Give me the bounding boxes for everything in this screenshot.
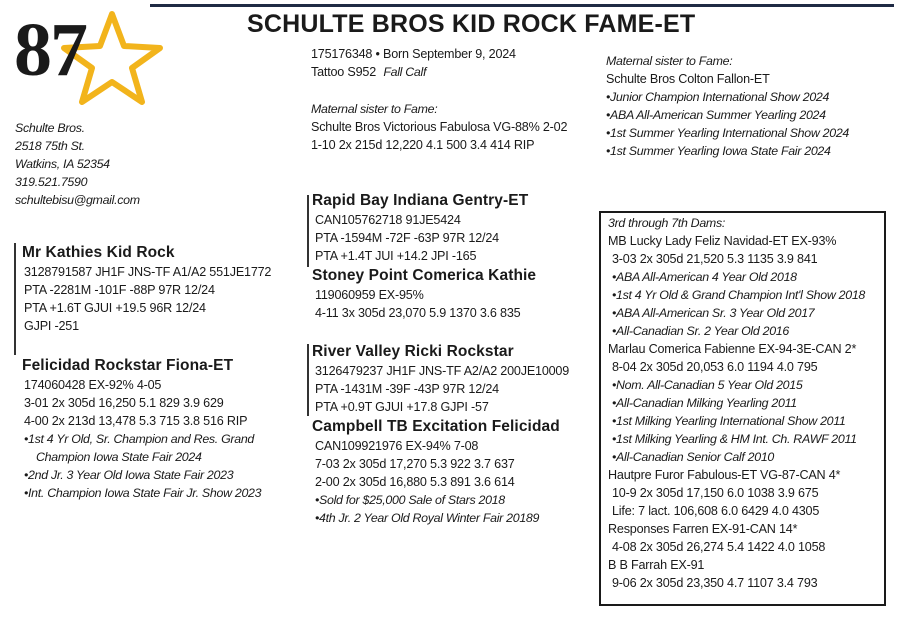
dam-sire-line: 3126479237 JH1F JNS-TF A2/A2 200JE10009 [315, 364, 570, 378]
consignor-block [15, 119, 140, 209]
dam-line: 3-01 2x 305d 16,250 5.1 829 3.9 629 [24, 396, 224, 410]
sire-sire-name: Rapid Bay Indiana Gentry-ET [312, 192, 529, 209]
dam4-achievement: •All-Canadian Milking Yearling 2011 [612, 396, 797, 410]
dam-dam-achievement: •Sold for $25,000 Sale of Stars 2018 [315, 493, 505, 507]
dam4-record: 8-04 2x 305d 20,053 6.0 1194 4.0 795 [612, 360, 818, 374]
dam3-achievement: •ABA All-American Sr. 3 Year Old 2017 [612, 306, 815, 320]
sire-line: 3128791587 JH1F JNS-TF A1/A2 551JE1772 [24, 265, 272, 279]
dam-line: 4-00 2x 213d 13,478 5.3 715 3.8 516 RIP [24, 414, 248, 428]
dam3-record: 3-03 2x 305d 21,520 5.3 1135 3.9 841 [612, 252, 818, 266]
dam-block [22, 356, 261, 502]
dam3-achievement: •All-Canadian Sr. 2 Year Old 2016 [612, 324, 789, 338]
maternal-sister-1 [311, 100, 567, 154]
dam5-name: Hautpre Furor Fabulous-ET VG-87-CAN 4* [608, 468, 841, 482]
dam-dam-line: 2-00 2x 305d 16,880 5.3 891 3.6 614 [315, 475, 515, 489]
dam-dam-line: 7-03 2x 305d 17,270 5.3 922 3.7 637 [315, 457, 515, 471]
sire-dam-line: 119060959 EX-95% [315, 288, 424, 302]
dams-box-header: 3rd through 7th Dams: [608, 216, 725, 230]
maternal-sister-2-achievement: •Junior Champion International Show 2024 [606, 90, 830, 104]
sire-sire-block [312, 191, 528, 265]
dam4-achievement: •Nom. All-Canadian 5 Year Old 2015 [612, 378, 803, 392]
subject-class: Fall Calf [383, 65, 427, 79]
consignor-city: Watkins, IA 52354 [15, 157, 110, 171]
sire-block [22, 243, 271, 335]
dam-sire-block [312, 342, 569, 416]
sire-line: PTA -2281M -101F -88P 97R 12/24 [24, 283, 215, 297]
consignor-street: 2518 75th St. [15, 139, 85, 153]
subject-tattoo-line [311, 63, 516, 81]
sire-bracket [14, 243, 16, 355]
sire-line: GJPI -251 [24, 319, 79, 333]
page-title: SCHULTE BROS KID ROCK FAME-ET [247, 10, 696, 38]
dam6-record: 4-08 2x 305d 26,274 5.4 1422 4.0 1058 [612, 540, 826, 554]
header-rule [150, 4, 894, 7]
dam-sire-bracket [307, 344, 309, 416]
dam4-achievement: •All-Canadian Senior Calf 2010 [612, 450, 775, 464]
dam-name: Felicidad Rockstar Fiona-ET [22, 357, 234, 374]
maternal-sister-2 [606, 52, 849, 160]
maternal-sister-2-achievement: •1st Summer Yearling International Show 2024 [606, 126, 850, 140]
sire-dam-block [312, 266, 536, 322]
sire-sire-line: CAN105762718 91JE5424 [315, 213, 461, 227]
dam-achievement: •1st 4 Yr Old, Sr. Champion and Res. Grand [24, 432, 255, 446]
sire-line: PTA +1.6T GJUI +19.5 96R 12/24 [24, 301, 206, 315]
maternal-sister-2-name: Schulte Bros Colton Fallon-ET [606, 72, 770, 86]
dam4-achievement: •1st Milking Yearling & HM Int. Ch. RAWF 2011 [612, 432, 857, 446]
sire-sire-bracket [307, 195, 309, 267]
maternal-sister-1-record: 1-10 2x 215d 12,220 4.1 500 3.4 414 RIP [311, 138, 535, 152]
dam-sire-line: PTA -1431M -39F -43P 97R 12/24 [315, 382, 499, 396]
dam7-record: 9-06 2x 305d 23,350 4.7 1107 3.4 793 [612, 576, 818, 590]
sire-dam-name: Stoney Point Comerica Kathie [312, 267, 537, 284]
dam7-name: B B Farrah EX-91 [608, 558, 705, 572]
dam-sire-line: PTA +0.9T GJUI +17.8 GJPI -57 [315, 400, 489, 414]
maternal-sister-1-label: Maternal sister to Fame: [311, 102, 438, 116]
dams-box-content [608, 214, 865, 592]
maternal-sister-2-label: Maternal sister to Fame: [606, 54, 733, 68]
dam4-name: Marlau Comerica Fabienne EX-94-3E-CAN 2* [608, 342, 857, 356]
dam-sire-name: River Valley Ricki Rockstar [312, 343, 514, 360]
dam6-name: Responses Farren EX-91-CAN 14* [608, 522, 798, 536]
subject-info [311, 45, 516, 81]
dam4-achievement: •1st Milking Yearling International Show 2011 [612, 414, 846, 428]
dam-line: 174060428 EX-92% 4-05 [24, 378, 162, 392]
maternal-sister-1-name: Schulte Bros Victorious Fabulosa VG-88% 2-02 [311, 120, 568, 134]
dam3-achievement: •1st 4 Yr Old & Grand Champion Int'l Show 2018 [612, 288, 866, 302]
dam-achievement: •2nd Jr. 3 Year Old Iowa State Fair 2023 [24, 468, 234, 482]
consignor-phone: 319.521.7590 [15, 175, 88, 189]
dam-dam-block [312, 417, 560, 527]
dam-dam-line: CAN109921976 EX-94% 7-08 [315, 439, 479, 453]
maternal-sister-2-achievement: •1st Summer Yearling Iowa State Fair 2024 [606, 144, 831, 158]
dam-achievement: Champion Iowa State Fair 2024 [36, 450, 202, 464]
dam5-life: Life: 7 lact. 106,608 6.0 6429 4.0 4305 [612, 504, 820, 518]
sire-sire-line: PTA +1.4T JUI +14.2 JPI -165 [315, 249, 477, 263]
sire-sire-line: PTA -1594M -72F -63P 97R 12/24 [315, 231, 499, 245]
sire-name: Mr Kathies Kid Rock [22, 244, 175, 261]
dam-dam-achievement: •4th Jr. 2 Year Old Royal Winter Fair 20189 [315, 511, 540, 525]
dam3-achievement: •ABA All-American 4 Year Old 2018 [612, 270, 797, 284]
subject-reg-born: 175176348 • Born September 9, 2024 [311, 47, 516, 61]
dam5-record: 10-9 2x 305d 17,150 6.0 1038 3.9 675 [612, 486, 819, 500]
maternal-sister-2-achievement: •ABA All-American Summer Yearling 2024 [606, 108, 826, 122]
dam-achievement: •Int. Champion Iowa State Fair Jr. Show 2023 [24, 486, 262, 500]
sire-dam-line: 4-11 3x 305d 23,070 5.9 1370 3.6 835 [315, 306, 521, 320]
consignor-email[interactable]: schultebisu@gmail.com [15, 193, 140, 207]
dam3-name: MB Lucky Lady Feliz Navidad-ET EX-93% [608, 234, 837, 248]
consignor-name: Schulte Bros. [15, 121, 85, 135]
dam-dam-name: Campbell TB Excitation Felicidad [312, 418, 560, 435]
subject-tattoo: Tattoo S952 [311, 65, 377, 79]
lot-number: 87 [14, 8, 86, 92]
